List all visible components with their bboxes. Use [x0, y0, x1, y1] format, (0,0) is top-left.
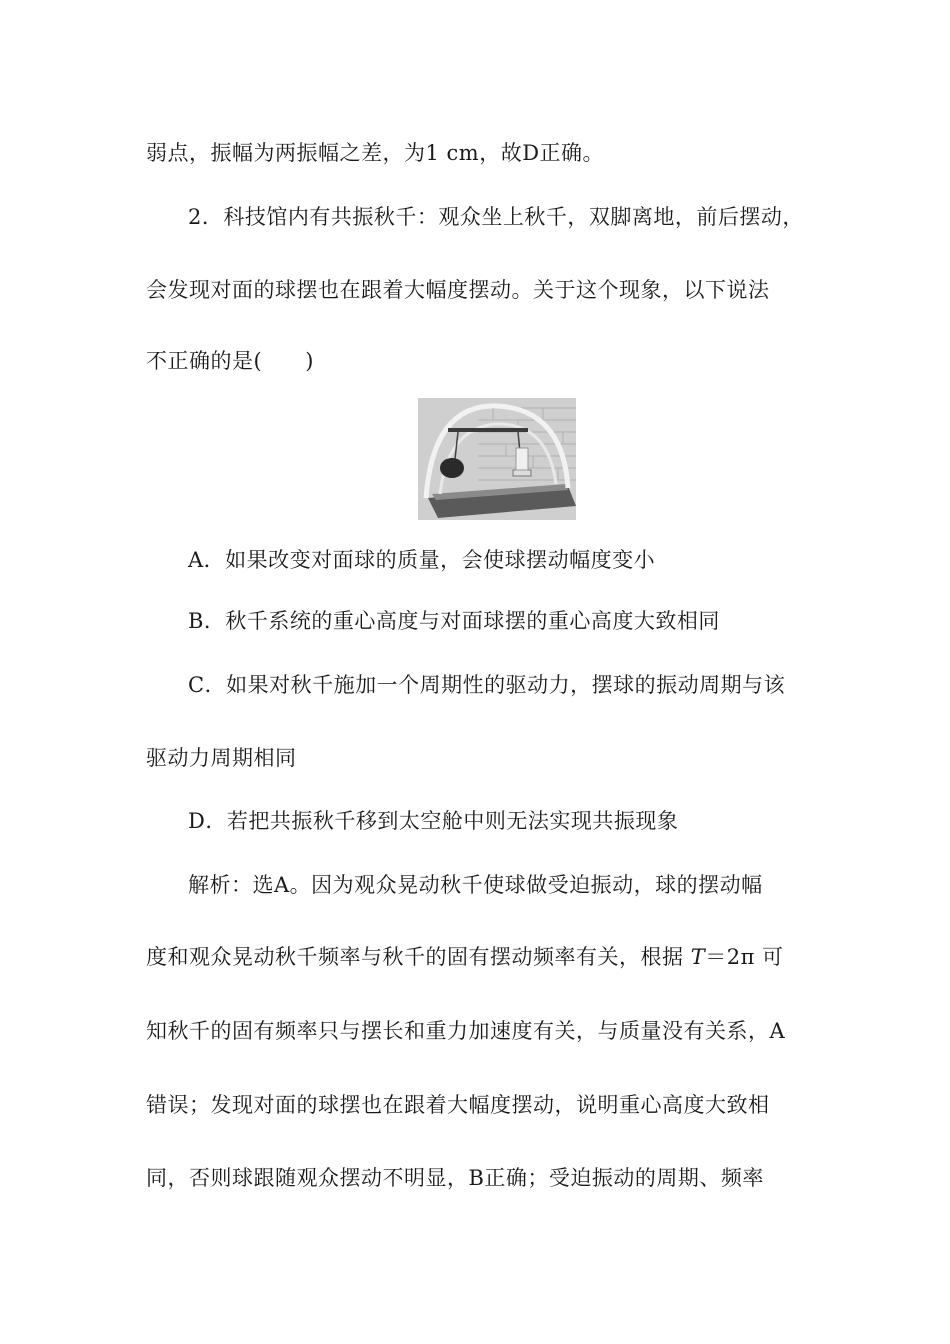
question-stem-line-3: 不正确的是( ) — [146, 349, 314, 373]
resonance-swing-photo — [418, 398, 576, 520]
analysis-line-2-formula: ＝2π 可 — [705, 945, 784, 969]
analysis-line-1: 解析：选A。因为观众晃动秋千使球做受迫振动，球的摆动幅 — [188, 873, 763, 897]
question-stem-line-1: 2．科技馆内有共振秋千：观众坐上秋千，双脚离地，前后摆动， — [188, 205, 804, 229]
analysis-line-2-text: 度和观众晃动秋千频率与秋千的固有摆动频率有关，根据 — [146, 945, 691, 969]
text-line-continuation: 弱点，振幅为两振幅之差，为1 cm，故D正确。 — [146, 141, 605, 165]
analysis-line-3: 知秋千的固有频率只与摆长和重力加速度有关，与质量没有关系，A — [146, 1019, 786, 1043]
option-c-line-2: 驱动力周期相同 — [146, 746, 297, 770]
question-stem-line-2: 会发现对面的球摆也在跟着大幅度摆动。关于这个现象，以下说法 — [146, 278, 770, 302]
option-d: D．若把共振秋千移到太空舱中则无法实现共振现象 — [188, 809, 679, 833]
analysis-line-4: 错误；发现对面的球摆也在跟着大幅度摆动，说明重心高度大致相 — [146, 1093, 770, 1117]
analysis-line-5: 同，否则球跟随观众摆动不明显，B正确；受迫振动的周期、频率 — [146, 1166, 764, 1190]
option-b: B．秋千系统的重心高度与对面球摆的重心高度大致相同 — [188, 609, 720, 633]
option-c-line-1: C．如果对秋千施加一个周期性的驱动力，摆球的振动周期与该 — [188, 673, 786, 697]
period-symbol: T — [690, 945, 706, 969]
analysis-line-2 — [146, 942, 784, 972]
option-a: A．如果改变对面球的质量，会使球摆动幅度变小 — [188, 548, 656, 572]
